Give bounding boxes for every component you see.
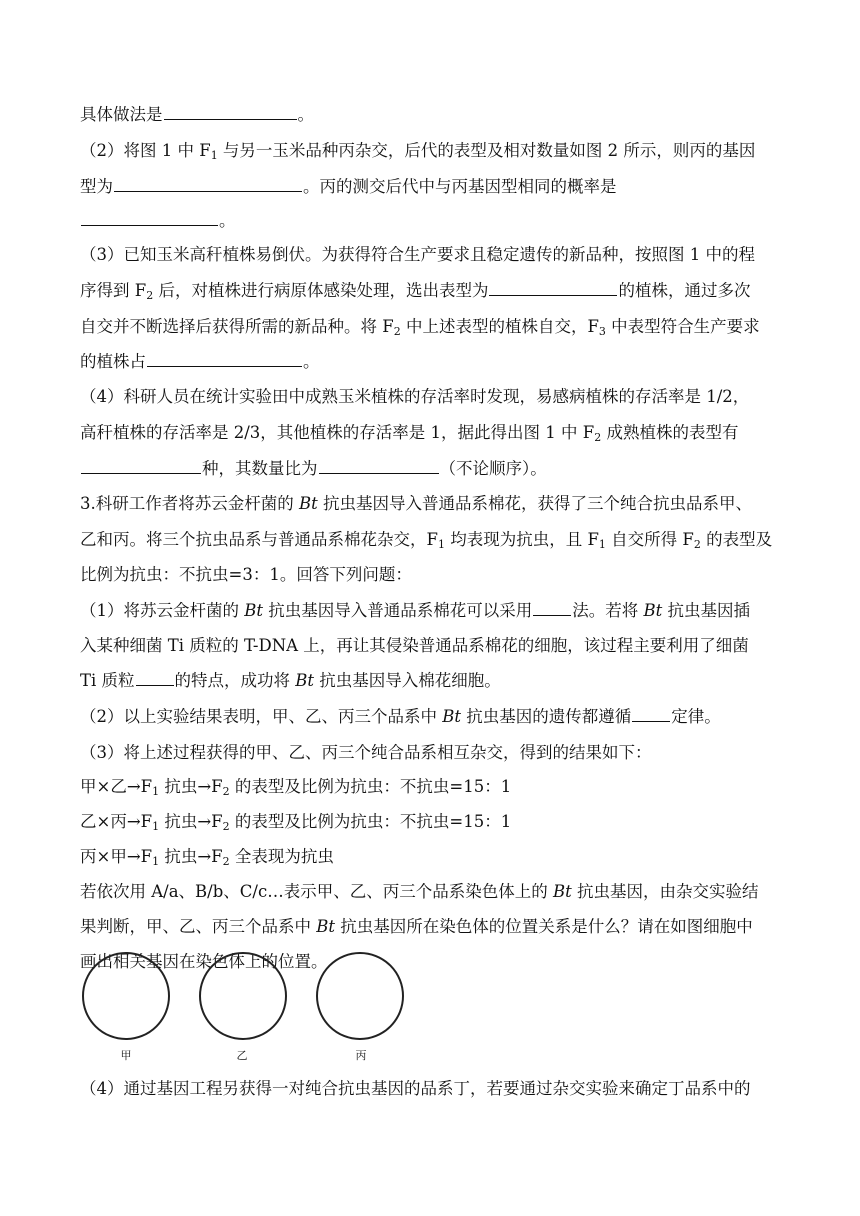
text: 种，其数量比为 <box>202 459 318 478</box>
text: 入某种细菌 Ti 质粒的 T-DNA 上，再让其侵染普通品系棉花的细胞，该过程主要利用了细菌 <box>80 636 749 655</box>
answer-blank[interactable] <box>632 706 670 722</box>
text: 的表型及比例为抗虫：不抗虫=15：1 <box>229 812 512 831</box>
text: 。丙的测交后代中与丙基因型相同的概率是 <box>303 177 617 196</box>
subscript: 2 <box>693 538 701 551</box>
text: 中表型符合生产要求 <box>605 317 760 336</box>
text: 的表型及 <box>700 530 773 549</box>
text: 抗虫基因导入棉花细胞。 <box>314 671 501 690</box>
answer-blank[interactable] <box>319 458 439 474</box>
text: 的植株，通过多次 <box>618 281 751 300</box>
subscript: 1 <box>152 855 160 868</box>
cell-circle-jia[interactable] <box>82 952 170 1040</box>
subscript: 1 <box>210 149 218 162</box>
answer-blank[interactable] <box>533 600 571 616</box>
subscript: 3 <box>598 325 606 338</box>
text: （1）将苏云金杆菌的 <box>80 601 245 620</box>
text: 丙×甲→F <box>80 847 153 866</box>
text: 高秆植株的存活率是 2/3，其他植株的存活率是 1，据此得出图 1 中 F <box>80 423 595 442</box>
cross-result-1 <box>80 776 780 798</box>
cell-label: 甲 <box>120 1049 132 1062</box>
subscript: 2 <box>222 855 230 868</box>
text: Ti 质粒 <box>80 671 135 690</box>
subscript: 1 <box>598 538 606 551</box>
text: 均表现为抗虫，且 F <box>444 530 599 549</box>
cell-circle-yi[interactable] <box>199 952 287 1040</box>
italic-term: Bt <box>299 494 318 513</box>
text: 自交所得 F <box>605 530 694 549</box>
sub-question-2-line <box>80 706 780 728</box>
text: （2）将图 1 中 F <box>80 141 211 160</box>
text: 乙和丙。将三个抗虫品系与普通品系棉花杂交，F <box>80 530 438 549</box>
text-line <box>80 422 780 444</box>
text-line <box>80 104 780 126</box>
subscript: 1 <box>152 820 160 833</box>
text: 的植株占 <box>80 352 146 371</box>
cross-result-3 <box>80 846 780 868</box>
text: 抗虫基因插 <box>662 601 751 620</box>
text: 若依次用 A/a、B/b、C/c…表示甲、乙、丙三个品系染色体上的 <box>80 882 553 901</box>
text: 抗虫→F <box>159 777 223 796</box>
text: 果判断，甲、乙、丙三个品系中 <box>80 917 317 936</box>
subscript: 1 <box>152 785 160 798</box>
text: （4）通过基因工程另获得一对纯合抗虫基因的品系丁，若要通过杂交实验来确定丁品系中的 <box>80 1079 751 1098</box>
italic-term: Bt <box>295 671 315 690</box>
cell-label: 乙 <box>236 1049 248 1062</box>
text: 3.科研工作者将苏云金杆菌的 <box>80 494 299 513</box>
text-line <box>80 951 780 973</box>
answer-blank[interactable] <box>489 280 617 296</box>
text-line <box>80 316 780 338</box>
subscript: 2 <box>594 431 602 444</box>
italic-term: Bt <box>244 601 264 620</box>
italic-term: Bt <box>643 601 663 620</box>
text-line <box>80 280 780 302</box>
question-2-line <box>80 140 780 162</box>
text: 抗虫基因导入普通品系棉花，获得了三个纯合抗虫品系甲、 <box>317 494 753 513</box>
question-3-line <box>80 244 780 266</box>
text: 全表现为抗虫 <box>229 847 334 866</box>
text: 抗虫→F <box>159 847 223 866</box>
text: （4）科研人员在统计实验田中成熟玉米植株的存活率时发现，易感病植株的存活率是 1/2， <box>80 387 750 406</box>
text: 法。若将 <box>572 601 644 620</box>
text: 。 <box>303 352 320 371</box>
text: 乙×丙→F <box>80 812 153 831</box>
text: 序得到 F <box>80 281 147 300</box>
text-line <box>80 351 780 373</box>
answer-blank[interactable] <box>136 670 174 686</box>
text: （不论顺序）。 <box>439 459 547 478</box>
text: 中上述表型的植株自交，F <box>400 317 599 336</box>
cell-label: 丙 <box>355 1049 367 1062</box>
text-line <box>80 529 780 551</box>
italic-term: Bt <box>552 882 572 901</box>
text-line <box>80 916 780 938</box>
italic-term: Bt <box>442 707 462 726</box>
italic-term: Bt <box>316 917 336 936</box>
question-4-line <box>80 386 780 408</box>
sub-question-4-line <box>80 1078 780 1100</box>
subscript: 2 <box>146 289 154 302</box>
text: 具体做法是 <box>80 105 163 124</box>
text: （2）以上实验结果表明，甲、乙、丙三个品系中 <box>80 707 443 726</box>
answer-blank[interactable] <box>81 210 218 226</box>
answer-blank[interactable] <box>114 176 302 192</box>
text: 自交并不断选择后获得所需的新品种。将 F <box>80 317 394 336</box>
problem-3-line <box>80 493 780 515</box>
subscript: 2 <box>222 785 230 798</box>
text: 抗虫基因，由杂交实验结 <box>571 882 759 901</box>
text: 。 <box>219 211 236 230</box>
text: 抗虫基因的遗传都遵循 <box>461 707 632 726</box>
text-line <box>80 881 780 903</box>
text-line <box>80 458 780 480</box>
text-line <box>80 176 780 198</box>
text-line <box>80 564 780 586</box>
text: 后，对植株进行病原体感染处理，选出表型为 <box>153 281 489 300</box>
text: 的特点，成功将 <box>174 671 296 690</box>
cell-circle-bing[interactable] <box>316 952 404 1040</box>
text: 成熟植株的表型有 <box>601 423 739 442</box>
text-line <box>80 210 780 232</box>
text: 定律。 <box>671 707 721 726</box>
subscript: 1 <box>437 538 445 551</box>
answer-blank[interactable] <box>147 351 302 367</box>
sub-question-3-line <box>80 742 780 764</box>
text: （3）将上述过程获得的甲、乙、丙三个纯合品系相互杂交，得到的结果如下： <box>80 743 652 762</box>
text: 的表型及比例为抗虫：不抗虫=15：1 <box>229 777 512 796</box>
text: 甲×乙→F <box>80 777 153 796</box>
text: 。 <box>297 105 314 124</box>
sub-question-1-line <box>80 600 780 622</box>
text-line <box>80 670 780 692</box>
text: 比例为抗虫：不抗虫=3：1。回答下列问题： <box>80 565 412 584</box>
cross-result-2 <box>80 811 780 833</box>
text: 抗虫→F <box>159 812 223 831</box>
text: 抗虫基因导入普通品系棉花可以采用 <box>263 601 533 620</box>
text: 与另一玉米品种丙杂交，后代的表型及相对数量如图 2 所示，则丙的基因 <box>217 141 756 160</box>
text: 抗虫基因所在染色体的位置关系是什么？请在如图细胞中 <box>335 917 753 936</box>
text: 型为 <box>80 177 113 196</box>
text: （3）已知玉米高秆植株易倒伏。为获得符合生产要求且稳定遗传的新品种，按照图 1 中的程 <box>80 245 755 264</box>
answer-blank[interactable] <box>81 458 201 474</box>
text: 画出相关基因在染色体上的位置。 <box>80 952 328 971</box>
text-line <box>80 635 780 657</box>
subscript: 2 <box>222 820 230 833</box>
subscript: 2 <box>393 325 401 338</box>
answer-blank[interactable] <box>164 104 297 120</box>
